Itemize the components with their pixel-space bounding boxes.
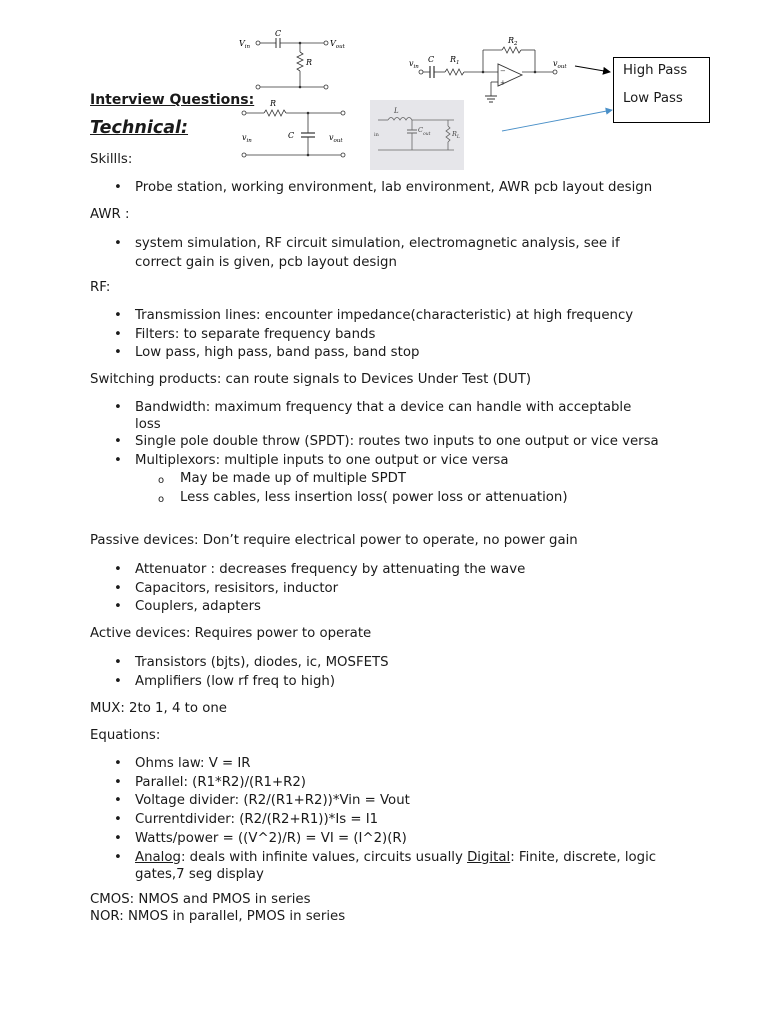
switching-list bbox=[90, 400, 660, 508]
arrow-to-high-pass bbox=[575, 66, 610, 72]
analog-term: Analog bbox=[135, 849, 181, 865]
list-item bbox=[90, 452, 660, 508]
list-item: • Filters: to separate frequency bands bbox=[90, 326, 710, 345]
awr-label: AWR : bbox=[90, 207, 130, 222]
list-item: • Ohms law: V = IR bbox=[90, 755, 690, 774]
nor-line: NOR: NMOS in parallel, PMOS in series bbox=[90, 909, 346, 924]
list-item: • Single pole double throw (SPDT): routes two inputs to one output or vice versa bbox=[90, 434, 660, 451]
hp-vout-label: $V_{out}$ bbox=[330, 39, 345, 50]
sub-list-item: o Less cables, less insertion loss( power loss or attenuation) bbox=[135, 489, 660, 508]
list-item: • Bandwidth: maximum frequency that a device can handle with acceptable loss bbox=[90, 400, 660, 433]
svg-text:−: − bbox=[500, 67, 506, 75]
multiplexors-text: Multiplexors: multiple inputs to one output or vice versa bbox=[135, 452, 509, 468]
lp-r-label: R bbox=[270, 99, 277, 108]
rf-label: RF: bbox=[90, 280, 111, 295]
hp-r-label: R bbox=[306, 58, 313, 67]
low-pass-label: Low Pass bbox=[623, 91, 683, 106]
lp-c-label: C bbox=[288, 131, 295, 140]
highpass-rc-diagram bbox=[236, 28, 356, 92]
arrow-from-low-pass bbox=[502, 110, 612, 131]
op-r2-label: $R_2$ bbox=[508, 36, 518, 47]
list-item: • Currentdivider: (R2/(R2+R1))*Is = I1 bbox=[90, 811, 690, 830]
filter-type-box bbox=[613, 57, 710, 123]
op-r1-label: $R_1$ bbox=[450, 55, 460, 66]
equations-list bbox=[90, 755, 690, 883]
sub-list-item: o May be made up of multiple SPDT bbox=[135, 470, 660, 489]
analog-definition: : deals with infinite values, circuits usually bbox=[180, 849, 468, 865]
high-pass-label: High Pass bbox=[623, 63, 688, 78]
technical-heading: Technical: bbox=[90, 118, 189, 138]
digital-term: Digital bbox=[467, 849, 511, 865]
list-item: • system simulation, RF circuit simulation, electromagnetic analysis, see if correct gain is given, pcb layout design bbox=[90, 235, 665, 272]
hp-c-label: C bbox=[275, 29, 282, 38]
hp-vin-label: $V_{in}$ bbox=[239, 39, 251, 50]
skills-list bbox=[90, 179, 710, 198]
lp-vout-label: $v_{out}$ bbox=[329, 133, 343, 144]
list-item bbox=[90, 849, 690, 883]
rf-list bbox=[90, 307, 710, 363]
equations-label: Equations: bbox=[90, 728, 161, 743]
svg-text:+: + bbox=[500, 79, 506, 87]
awr-list bbox=[90, 235, 665, 272]
list-item: • Low pass, high pass, band pass, band stop bbox=[90, 344, 710, 363]
list-item: • Transistors (bjts), diodes, ic, MOSFETS bbox=[90, 654, 690, 673]
list-item: • Watts/power = ((V^2)/R) = VI = (I^2)(R) bbox=[90, 830, 690, 849]
lc-l-label: L bbox=[394, 107, 399, 115]
op-vin-label: $v_{in}$ bbox=[409, 59, 419, 70]
list-item: • Capacitors, resisitors, inductor bbox=[90, 580, 690, 599]
op-vout-label: $v_{out}$ bbox=[553, 59, 567, 70]
list-item: • Transmission lines: encounter impedance(characteristic) at high frequency bbox=[90, 307, 710, 326]
op-c-label: C bbox=[428, 55, 435, 64]
skills-label: Skillls: bbox=[90, 152, 133, 167]
list-item: • Amplifiers (low rf freq to high) bbox=[90, 673, 690, 692]
lc-c-label: $C_{out}$ bbox=[418, 126, 431, 137]
multiplexors-sublist bbox=[135, 470, 660, 507]
list-item: • Parallel: (R1*R2)/(R1+R2) bbox=[90, 774, 690, 793]
digital-definition: : Finite, discrete, logic gates,7 seg display bbox=[135, 849, 657, 882]
lc-filter-diagram bbox=[370, 100, 464, 170]
list-item: • Voltage divider: (R2/(R1+R2))*Vin = Vout bbox=[90, 792, 690, 811]
passive-list bbox=[90, 561, 690, 617]
interview-questions-heading: Interview Questions: bbox=[90, 92, 255, 108]
annotation-arrows bbox=[490, 60, 620, 140]
list-item: • Attenuator : decreases frequency by attenuating the wave bbox=[90, 561, 690, 580]
switching-label: Switching products: can route signals to Devices Under Test (DUT) bbox=[90, 372, 532, 387]
mux-line: MUX: 2to 1, 4 to one bbox=[90, 701, 227, 716]
passive-label: Passive devices: Don’t require electrical power to operate, no power gain bbox=[90, 533, 578, 548]
lc-in-label: in bbox=[374, 132, 379, 138]
lc-rl-label: $R_L$ bbox=[452, 130, 460, 140]
list-item: • Probe station, working environment, lab environment, AWR pcb layout design bbox=[90, 179, 710, 198]
lp-vin-label: $v_{in}$ bbox=[242, 133, 252, 144]
active-label: Active devices: Requires power to operate bbox=[90, 626, 372, 641]
cmos-line: CMOS: NMOS and PMOS in series bbox=[90, 892, 311, 907]
active-list bbox=[90, 654, 690, 691]
list-item: • Couplers, adapters bbox=[90, 598, 690, 617]
